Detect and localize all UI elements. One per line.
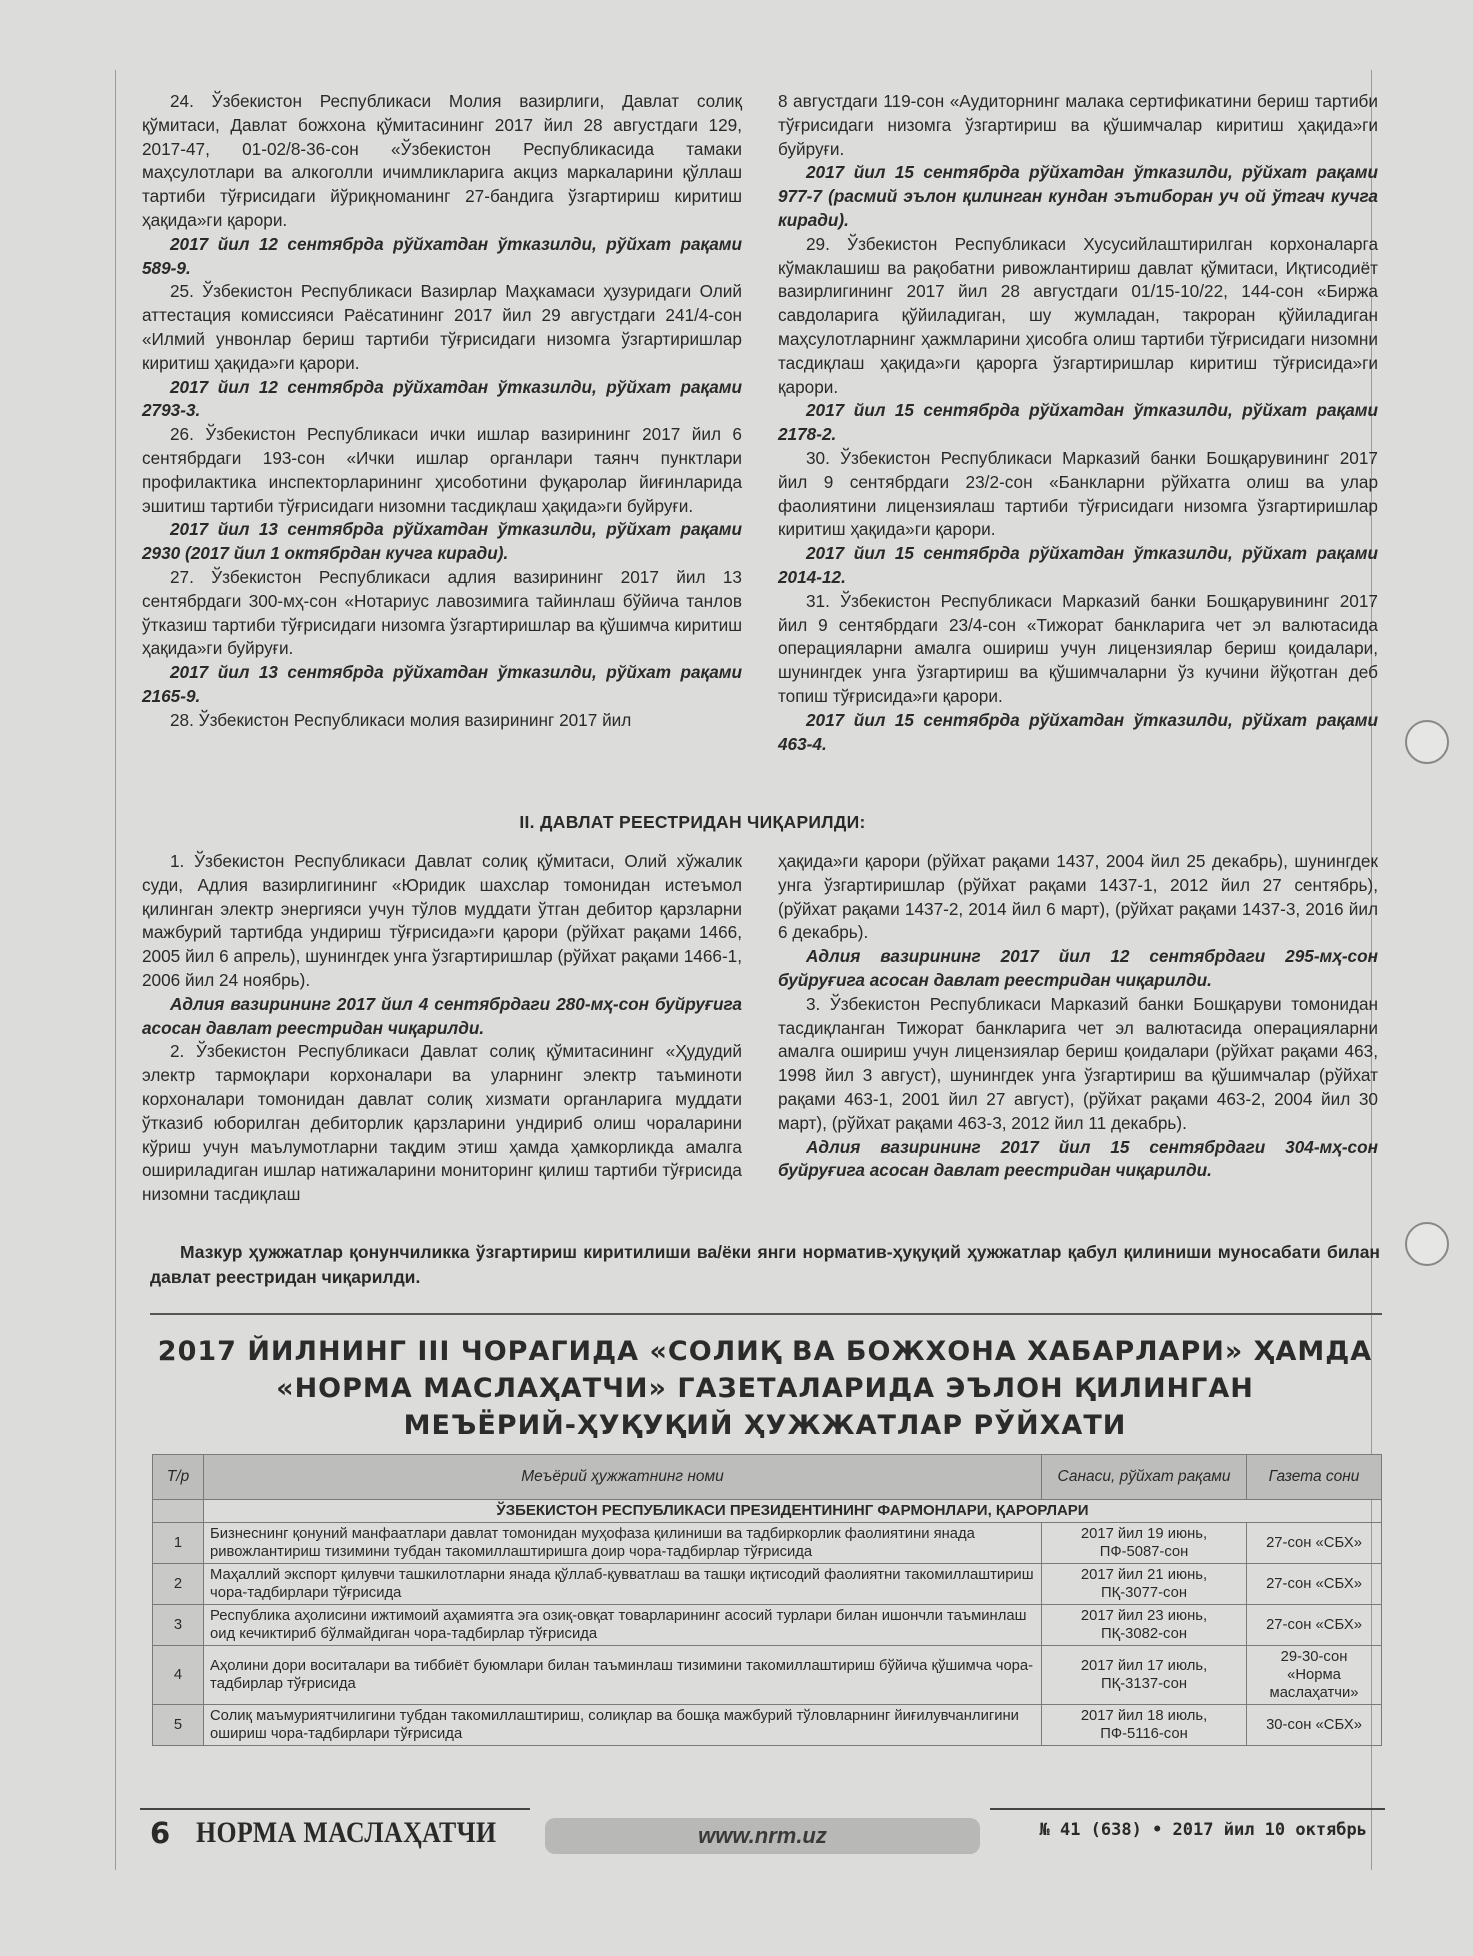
documents-table (152, 1454, 1382, 1746)
header-name: Меъёрий ҳужжатнинг номи (204, 1455, 1042, 1500)
table-row (153, 1605, 1382, 1646)
cell-date: 2017 йил 19 июнь, ПФ-5087-сон (1042, 1523, 1247, 1564)
registration-note: Адлия вазирининг 2017 йил 4 сентябрдаги 280-мҳ-сон буйруғига асосан давлат реестридан чиқарилди. (142, 993, 742, 1038)
list-title (140, 1333, 1390, 1444)
cell-date: 2017 йил 18 июль, ПФ-5116-сон (1042, 1705, 1247, 1746)
list-title-line-3: МЕЪЁРИЙ-ҲУҚУҚИЙ ҲУЖЖАТЛАР РЎЙХАТИ (403, 1410, 1127, 1441)
cell-issue: 30-сон «СБХ» (1247, 1705, 1382, 1746)
table-row (153, 1646, 1382, 1705)
article-paragraph: 25. Ўзбекистон Республикаси Вазирлар Маҳкамаси ҳузуридаги Олий аттестация комиссияси Раёсатининг 2017 йил 29 августдаги 241/4-сон «Илмий унвонлар бериш тартиби тўғрисидаги низомга ўзгартиришлар киритиш ҳақида»ги қарори. (142, 281, 742, 373)
article-paragraph: 2. Ўзбекистон Республикаси Давлат солиқ қўмитасининг «Ҳудудий электр тармоқлари корхоналари ва уларнинг электр таъминоти корхоналари томонидан давлат солиқ хизмати органларига муддати ўтказиб юборилган дебиторлик қарзларини ундириб олиш чораларини кўриш учун маълумотларни тақдим этиш ҳамда ҳамкорликда амалга ошириладиган ишлар натижаларини мониторинг қилиш тартиби тўғрисида низомни тасдиқлаш (142, 1041, 742, 1205)
site-url[interactable] (545, 1818, 980, 1854)
page-footer (140, 1808, 1385, 1858)
section-title: II. ДАВЛАТ РЕЕСТРИДАН ЧИҚАРИЛДИ: (519, 812, 866, 832)
registration-note: 2017 йил 12 сентябрда рўйхатдан ўтказилди, рўйхат рақами 589-9. (142, 233, 742, 278)
cell-num: 4 (153, 1646, 204, 1705)
cell-date: 2017 йил 23 июнь, ПҚ-3082-сон (1042, 1605, 1247, 1646)
notice-paragraph: Мазкур ҳужжатлар қонунчиликка ўзгартириш киритилиши ва/ёки янги норматив-ҳуқуқий ҳужжатлар қабул қилиниши муносабати билан давлат реестридан чиқарилди. (150, 1242, 1380, 1287)
cell-issue: 27-сон «СБХ» (1247, 1523, 1382, 1564)
cell-issue: 29-30-сон «Норма маслаҳатчи» (1247, 1646, 1382, 1705)
divider (150, 1313, 1382, 1315)
article-paragraph: 27. Ўзбекистон Республикаси адлия вазирининг 2017 йил 13 сентябрдаги 300-мҳ-сон «Нотариус лавозимига тайинлаш бўйича танлов ўтказиш тартиби тўғрисидаги низомга ўзгартиришлар ва қўшимча киритиш ҳақида»ги буйруғи. (142, 566, 742, 659)
table-header-row (153, 1455, 1382, 1500)
cell-name: Маҳаллий экспорт қилувчи ташкилотларни янада қўллаб-қувватлаш ва ташқи иқтисодий фаолиятни такомиллаштириш чора-тадбирлари тўғрисида (204, 1564, 1042, 1605)
cell-issue: 27-сон «СБХ» (1247, 1605, 1382, 1646)
cell-name: Солиқ маъмуриятчилигини тубдан такомиллаштириш, солиқлар ва бошқа мажбурий тўловларнинг йиғилувчанлигини ошириш чора-тадбирлари тўғрисида (204, 1705, 1042, 1746)
cell-num: 3 (153, 1605, 204, 1646)
page-number: 6 (150, 1816, 171, 1850)
table-group-row (153, 1500, 1382, 1523)
article-paragraph: 26. Ўзбекистон Республикаси ички ишлар вазирининг 2017 йил 6 сентябрдаги 193-сон «Ички ишлар органлари таянч пунктлари профилактика инспекторларининг ҳисоботини фуқаролар йиғинларида эшитиш тартиби тўғрисидаги низомни тасдиқлаш ҳақида»ги буйруғи. (142, 424, 742, 516)
binder-hole (1405, 720, 1449, 764)
registration-note: 2017 йил 15 сентябрда рўйхатдан ўтказилди, рўйхат рақами 2014-12. (778, 543, 1378, 587)
footer-rule (140, 1808, 530, 1810)
group-spacer (153, 1500, 204, 1523)
left-column-2 (142, 850, 742, 1207)
article-paragraph: 8 августдаги 119-сон «Аудиторнинг малака сертификатини бериш тартиби тўғрисидаги низомга ўзгартириш ва қўшимчалар киритиш ҳақида»ги буйруғи. (778, 91, 1378, 159)
list-title-line-1: 2017 ЙИЛНИНГ III ЧОРАГИДА «СОЛИҚ ВА БОЖХОНА ХАБАРЛАРИ» ҲАМДА (157, 1336, 1373, 1367)
registration-note: 2017 йил 13 сентябрда рўйхатдан ўтказилди, рўйхат рақами 2165-9. (142, 662, 742, 706)
publication-name: НОРМА МАСЛАҲАТЧИ (196, 1816, 497, 1849)
list-title-line-2: «НОРМА МАСЛАҲАТЧИ» ГАЗЕТАЛАРИДА ЭЪЛОН ҚИЛИНГАН (276, 1373, 1254, 1404)
registration-note: 2017 йил 12 сентябрда рўйхатдан ўтказилди, рўйхат рақами 2793-3. (142, 376, 742, 421)
left-column (142, 90, 742, 733)
article-paragraph: 3. Ўзбекистон Республикаси Марказий банки Бошқаруви томонидан тасдиқланган Тижорат банкларига чет эл валютасида операцияларни амалга ошириш учун лицензиялар бериш қоидалари (рўйхат рақами 463, 1998 йил 3 август), шунингдек унга ўзгартириш ва қўшимчалар (рўйхат рақами 463-1, 2001 йил 27 август), (рўйхат рақами 463-2, 2004 йил 30 март), (рўйхат рақами 463-3, 2012 йил 11 декабрь). (778, 993, 1378, 1133)
header-issue: Газета сони (1247, 1455, 1382, 1500)
cell-num: 2 (153, 1564, 204, 1605)
cell-num: 1 (153, 1523, 204, 1564)
cell-name: Республика аҳолисини ижтимоий аҳамиятга эга озиқ-овқат товарларининг асосий турлари билан ишончли таъминлаш оид кечиктириб бўлмайдиган чора-тадбирлар тўғрисида (204, 1605, 1042, 1646)
article-paragraph: 24. Ўзбекистон Республикаси Молия вазирлиги, Давлат солиқ қўмитаси, Давлат божхона қўмитасининг 2017 йил 28 августдаги 129, 2017-47, 01-02/8-36-сон «Ўзбекистон Республикасида тамаки маҳсулотлари ва алкоголли ичимликларига акциз маркаларини қўллаш тартиби тўғрисидаги йўриқноманинг 27-бандига ўзгартириш киритиш ҳақида»ги қарори. (142, 91, 742, 230)
registration-note: Адлия вазирининг 2017 йил 15 сентябрдаги 304-мҳ-сон буйруғига асосан давлат реестридан чиқарилди. (778, 1136, 1378, 1181)
cell-name: Аҳолини дори воситалари ва тиббиёт буюмлари билан таъминлаш тизимини такомиллаштириш бўйича қўшимча чора-тадбирлар тўғрисида (204, 1646, 1042, 1705)
header-date: Санаси, рўйхат рақами (1042, 1455, 1247, 1500)
table-row (153, 1705, 1382, 1746)
article-paragraph: 29. Ўзбекистон Республикаси Хусусийлаштирилган корхоналарга кўмаклашиш ва рақобатни ривожлантириш давлат қўмитаси, Иқтисодиёт вазирлигининг 2017 йил 28 августдаги 01/15-10/22, 144-сон «Биржа савдоларига қўйиладиган, шу жумладан, такроран қўйиладиган маҳсулотларнинг ҳажмларини ҳисобга олиш тартиби тўғрисидаги низомни тасдиқлаш ҳақида»ги қарорга ўзгартиришлар киритиш тўғрисида»ги қарори. (778, 233, 1378, 397)
footer-rule (990, 1808, 1385, 1810)
registration-note: 2017 йил 13 сентябрда рўйхатдан ўтказилди, рўйхат рақами 2930 (2017 йил 1 октябрдан кучга киради). (142, 519, 742, 564)
article-paragraph: 28. Ўзбекистон Республикаси молия вазирининг 2017 йил (170, 709, 632, 730)
issue-info: № 41 (638) • 2017 йил 10 октябрь (1039, 1820, 1367, 1840)
article-paragraph: ҳақида»ги қарори (рўйхат рақами 1437, 2004 йил 25 декабрь), шунингдек унга ўзгартиришлар (рўйхат рақами 1437-1, 2012 йил 27 сентябрь), (рўйхат рақами 1437-2, 2014 йил 6 март), (рўйхат рақами 1437-3, 2016 йил 6 декабрь). (778, 851, 1378, 943)
registration-note: 2017 йил 15 сентябрда рўйхатдан ўтказилди, рўйхат рақами 977-7 (расмий эълон қилинган кундан эътиборан уч ой ўтгач кучга киради). (778, 162, 1378, 230)
registration-note: 2017 йил 15 сентябрда рўйхатдан ўтказилди, рўйхат рақами 2178-2. (778, 400, 1378, 445)
table-row (153, 1564, 1382, 1605)
table-row (153, 1523, 1382, 1564)
header-num: Т/р (153, 1455, 204, 1500)
site-url-text[interactable]: www.nrm.uz (698, 1823, 827, 1848)
registration-note: Адлия вазирининг 2017 йил 12 сентябрдаги 295-мҳ-сон буйруғига асосан давлат реестридан чиқарилди. (778, 946, 1378, 990)
article-paragraph: 31. Ўзбекистон Республикаси Марказий банки Бошқарувининг 2017 йил 9 сентябрдаги 23/4-сон «Тижорат банкларига чет эл валютасида операцияларни амалга ошириш учун лицензиялар бериш қоидалари, шунингдек унга ўзгартириш ва қўшимчаларни ўз кучини йўқотган деб топиш тўғрисида»ги қарори. (778, 590, 1378, 706)
registration-note: 2017 йил 15 сентябрда рўйхатдан ўтказилди, рўйхат рақами 463-4. (778, 709, 1378, 754)
cell-date: 2017 йил 21 июнь, ПҚ-3077-сон (1042, 1564, 1247, 1605)
article-paragraph: 1. Ўзбекистон Республикаси Давлат солиқ қўмитаси, Олий хўжалик суди, Адлия вазирлигининг «Юридик шахслар томонидан истеъмол қилинган электр энергияси учун тўлов муддати ўтган дебитор қарзларни мажбурий тартибда ундириш тўғрисида»ги қарори (рўйхат рақами 1466, 2005 йил 6 апрель), шунингдек унга ўзгартиришлар (рўйхат рақами 1466-1, 2006 йил 24 ноябрь). (142, 851, 742, 990)
group-title: ЎЗБЕКИСТОН РЕСПУБЛИКАСИ ПРЕЗИДЕНТИНИНГ ФАРМОНЛАРИ, ҚАРОРЛАРИ (204, 1500, 1382, 1523)
right-column (778, 90, 1378, 756)
binder-hole (1405, 1222, 1449, 1266)
cell-num: 5 (153, 1705, 204, 1746)
cell-name: Бизнеснинг қонуний манфаатлари давлат томонидан муҳофаза қилиниши ва тадбиркорлик фаолиятини янада ривожлантириш тизимини тубдан такомиллаштиришга доир чора-тадбирлар тўғрисида (204, 1523, 1042, 1564)
cell-date: 2017 йил 17 июль, ПҚ-3137-сон (1042, 1646, 1247, 1705)
right-column-2 (778, 850, 1378, 1183)
cell-issue: 27-сон «СБХ» (1247, 1564, 1382, 1605)
article-paragraph: 30. Ўзбекистон Республикаси Марказий банки Бошқарувининг 2017 йил 9 сентябрдаги 23/2-сон «Банкларни рўйхатга олиш ва улар фаолиятини лицензиялаш тартиби тўғрисидаги низомга ўзгартиришлар киритиш ҳақида»ги қарори. (778, 447, 1378, 540)
